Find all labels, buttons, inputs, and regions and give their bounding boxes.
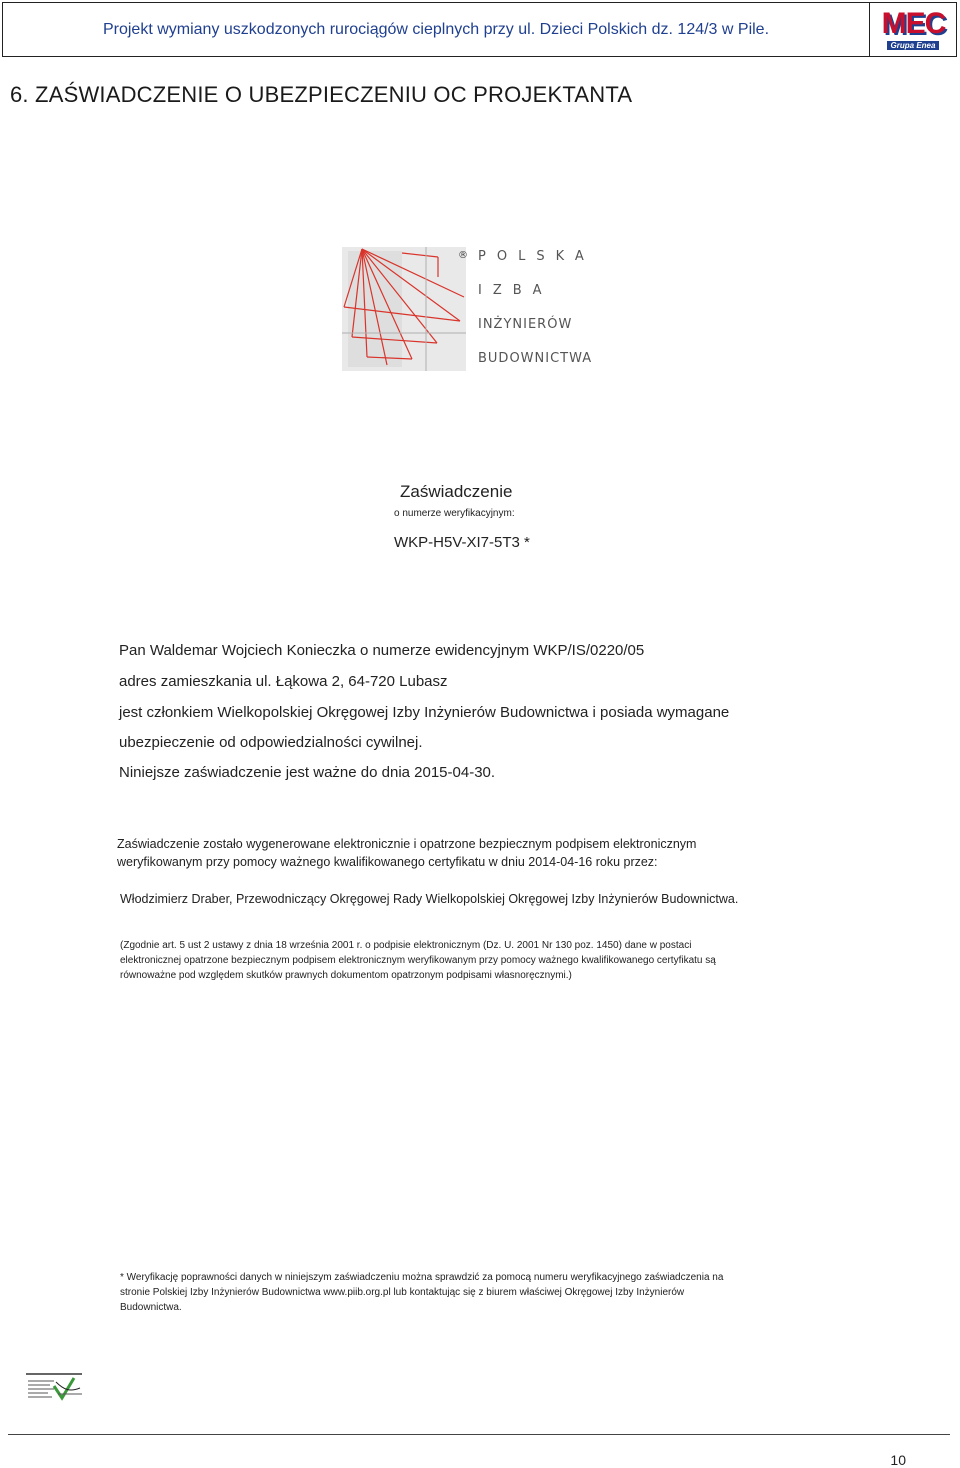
- piib-line-polska: POLSKA: [478, 249, 595, 264]
- piib-line-inzynierow: INŻYNIERÓW: [478, 317, 573, 332]
- certificate-title: Zaświadczenie: [400, 482, 513, 501]
- certificate-body-line: ubezpieczenie od odpowiedzialności cywilnej.: [119, 734, 423, 751]
- certificate-body-line: jest członkiem Wielkopolskiej Okręgowej Izby Inżynierów Budownictwa i posiada wymagane: [119, 704, 730, 721]
- generated-note-line: weryfikowanym przy pomocy ważnego kwalifikowanego certyfikatu w dniu 2014-04-16 roku przez:: [117, 855, 658, 869]
- piib-logo-graphic: [342, 247, 466, 371]
- certificate-body-line: adres zamieszkania ul. Łąkowa 2, 64-720 Lubasz: [119, 673, 448, 690]
- page-number: 10: [890, 1452, 906, 1468]
- signature-stamp-icon: [24, 1370, 86, 1402]
- section-title: 6. ZAŚWIADCZENIE O UBEZPIECZENIU OC PROJEKTANTA: [10, 82, 633, 107]
- company-logo: [869, 3, 956, 56]
- logo-group-label: Grupa Enea: [887, 41, 940, 50]
- signer-line: Włodzimierz Draber, Przewodniczący Okręgowej Rady Wielkopolskiej Okręgowej Izby Inżynierów Budownictwa.: [120, 892, 739, 906]
- piib-logo: [342, 247, 595, 371]
- footnote-line: stronie Polskiej Izby Inżynierów Budownictwa www.piib.org.pl lub kontaktując się z biurem właściwej Okręgowej Izby Inżynierów: [120, 1287, 685, 1298]
- footer-divider: [8, 1434, 950, 1435]
- legal-note-line: elektronicznej opatrzone bezpiecznym podpisem elektronicznym weryfikowanym przy pomocy ważnego kwalifikowanego certyfikatu są: [120, 955, 716, 966]
- header-title: Projekt wymiany uszkodzonych rurociągów cieplnych przy ul. Dzieci Polskich dz. 124/3 w Pile.: [102, 20, 770, 38]
- logo-letter-m: M: [881, 7, 905, 40]
- certificate-subtitle: o numerze weryfikacyjnym:: [394, 508, 515, 519]
- logo-letter-c: C: [924, 7, 945, 40]
- certificate-validity: Niniejsze zaświadczenie jest ważne do dnia 2015-04-30.: [119, 764, 496, 781]
- generated-note-line: Zaświadczenie zostało wygenerowane elektronicznie i opatrzone bezpiecznym podpisem elektronicznym: [117, 837, 697, 851]
- piib-line-budownictwa: BUDOWNICTWA: [478, 351, 593, 366]
- certificate-body-line: Pan Waldemar Wojciech Konieczka o numerze ewidencyjnym WKP/IS/0220/05: [119, 642, 645, 659]
- footnote-line: Budownictwa.: [120, 1302, 182, 1313]
- legal-note-line: (Zgodnie art. 5 ust 2 ustawy z dnia 18 września 2001 r. o podpisie elektronicznym (Dz. U. 2001 Nr 130 poz. 1450) dane w postaci: [120, 940, 692, 951]
- verification-code: WKP-H5V-XI7-5T3 *: [394, 534, 530, 551]
- page-header: [2, 2, 957, 57]
- logo-letter-e: E: [905, 7, 924, 40]
- registered-mark: ®: [458, 250, 468, 261]
- piib-line-izba: IZBA: [478, 283, 553, 298]
- mec-logo-mark: [882, 9, 945, 39]
- legal-note-line: równoważne pod względem skutków prawnych dokumentom opatrzonym podpisami własnoręcznymi.): [120, 970, 572, 981]
- footnote-line: * Weryfikację poprawności danych w niniejszym zaświadczeniu można sprawdzić za pomocą numeru weryfikacyjnego zaświadczenia na: [120, 1272, 724, 1283]
